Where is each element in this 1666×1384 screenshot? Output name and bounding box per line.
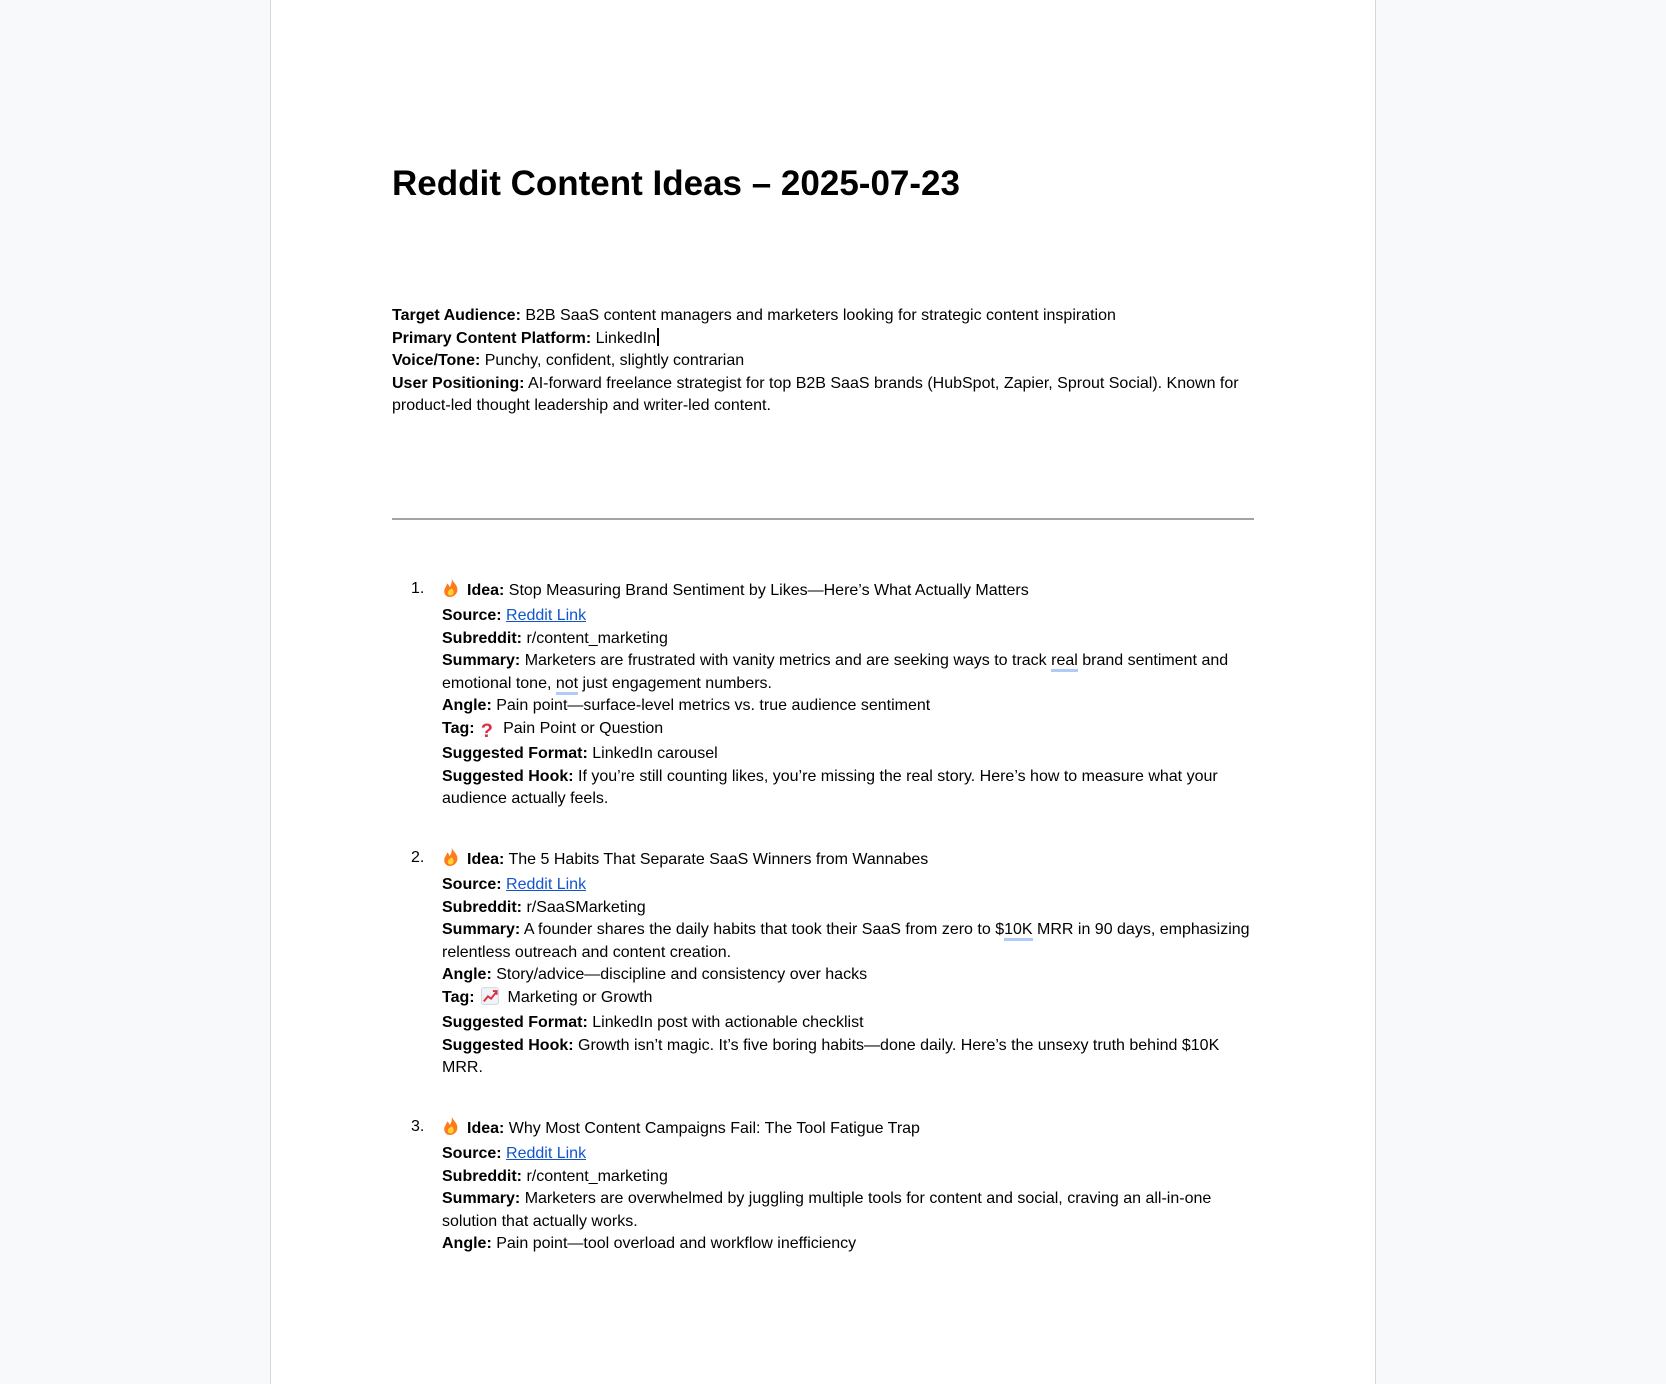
field-label: Subreddit:	[442, 629, 522, 647]
field-value: If you’re still counting likes, you’re missing the real story. Here’s how to measure what your audience actually feels.	[442, 767, 1218, 807]
field-label: Subreddit:	[442, 1167, 522, 1185]
field-label: Summary:	[442, 1190, 521, 1207]
idea-line	[442, 695, 1254, 718]
item-number: 2.	[411, 848, 425, 866]
idea-line	[442, 1188, 1254, 1233]
summary-text: Marketers are frustrated with vanity metrics and are seeking ways to track	[524, 652, 1052, 669]
question-icon: ?	[480, 720, 493, 742]
field-label: Idea:	[467, 581, 505, 599]
meta-label: Voice/Tone:	[392, 352, 481, 369]
idea-line	[442, 1035, 1254, 1080]
field-value: Pain point—surface-level metrics vs. true audience sentiment	[491, 697, 931, 714]
text-cursor	[657, 328, 659, 346]
idea-line	[442, 1143, 1254, 1166]
field-label: Idea:	[467, 850, 505, 868]
ideas-list	[392, 578, 1254, 1256]
grammar-suggestion[interactable]: 10K	[1004, 921, 1032, 941]
item-number: 3.	[411, 1117, 425, 1135]
field-value: LinkedIn post with actionable checklist	[587, 1014, 864, 1031]
field-label: Source:	[442, 876, 502, 893]
idea-line	[442, 1166, 1254, 1189]
field-label: Angle:	[442, 697, 492, 714]
idea-title: The 5 Habits That Separate SaaS Winners from Wannabes	[504, 850, 929, 868]
chart-increasing-icon	[481, 987, 499, 1013]
idea-line	[442, 718, 1254, 744]
idea-line	[442, 1012, 1254, 1035]
field-value: Growth isn’t magic. It’s five boring habits—done daily. Here’s the unsexy truth behind $10K MRR.	[442, 1036, 1220, 1076]
tag-value: Marketing or Growth	[503, 988, 653, 1006]
source-link[interactable]: Reddit Link	[506, 607, 587, 624]
field-label: Subreddit:	[442, 898, 522, 916]
meta-label: Target Audience:	[392, 307, 521, 324]
summary-text: Marketers are overwhelmed by juggling multiple tools for content and social, craving an all-in-one solution that actually works.	[442, 1190, 1212, 1230]
idea-item	[392, 1116, 1254, 1256]
idea-line	[442, 650, 1254, 695]
meta-line	[392, 305, 1254, 328]
field-value: r/SaaSMarketing	[522, 898, 646, 916]
source-link[interactable]: Reddit Link	[506, 876, 587, 893]
idea-line	[442, 987, 1254, 1013]
field-value: r/content_marketing	[522, 1167, 668, 1185]
field-label: Summary:	[442, 921, 521, 938]
field-label: Suggested Hook:	[442, 1036, 574, 1054]
summary-text: just engagement numbers.	[578, 674, 772, 692]
horizontal-rule	[392, 518, 1254, 520]
idea-title: Stop Measuring Brand Sentiment by Likes—Here’s What Actually Matters	[504, 581, 1029, 599]
item-number: 1.	[411, 579, 425, 597]
idea-line	[442, 874, 1254, 897]
idea-line	[442, 1233, 1254, 1256]
meta-line	[392, 350, 1254, 373]
field-value: LinkedIn carousel	[587, 745, 718, 762]
field-value: r/content_marketing	[522, 629, 668, 647]
idea-title: Why Most Content Campaigns Fail: The Tool Fatigue Trap	[504, 1119, 920, 1137]
page-title: Reddit Content Ideas – 2025-07-23	[392, 164, 960, 203]
meta-value: Punchy, confident, slightly contrarian	[480, 352, 745, 369]
source-link[interactable]: Reddit Link	[506, 1145, 587, 1162]
idea-line	[442, 897, 1254, 920]
meta-label: Primary Content Platform:	[392, 329, 592, 347]
field-value: Pain point—tool overload and workflow inefficiency	[491, 1235, 857, 1252]
idea-line	[442, 964, 1254, 987]
idea-item	[392, 847, 1254, 1080]
idea-line	[442, 766, 1254, 811]
grammar-suggestion[interactable]: real	[1051, 652, 1078, 672]
idea-item	[392, 578, 1254, 811]
field-label: Suggested Format:	[442, 745, 588, 762]
field-value: Story/advice—discipline and consistency over hacks	[491, 966, 868, 983]
meta-value: B2B SaaS content managers and marketers looking for strategic content inspiration	[520, 307, 1116, 324]
field-label: Tag:	[442, 988, 475, 1006]
meta-value: LinkedIn	[591, 329, 657, 347]
document-content	[392, 163, 1254, 1256]
field-label: Angle:	[442, 966, 492, 983]
document-page[interactable]	[270, 0, 1376, 1384]
field-label: Source:	[442, 607, 502, 624]
field-label: Suggested Format:	[442, 1014, 588, 1031]
meta-block	[392, 305, 1254, 418]
idea-line	[442, 628, 1254, 651]
idea-line	[442, 743, 1254, 766]
meta-value: AI-forward freelance strategist for top B2B SaaS brands (HubSpot, Zapier, Sprout Social). Known for product-led thought leadership and writer-led content.	[392, 374, 1239, 414]
field-label: Angle:	[442, 1235, 492, 1252]
fire-icon	[442, 847, 461, 875]
meta-label: User Positioning:	[392, 374, 525, 392]
summary-text: brand sentiment and emotional tone,	[442, 652, 1229, 692]
tag-value: Pain Point or Question	[498, 719, 664, 737]
field-label: Idea:	[467, 1119, 505, 1137]
summary-text: MRR in 90 days, emphasizing relentless outreach and content creation.	[442, 921, 1250, 961]
fire-icon	[442, 1116, 461, 1144]
summary-text: A founder shares the daily habits that took their SaaS from zero to $	[523, 921, 1005, 938]
field-label: Source:	[442, 1145, 502, 1162]
field-label: Summary:	[442, 652, 521, 669]
idea-line	[442, 605, 1254, 628]
fire-icon	[442, 578, 461, 606]
field-label: Suggested Hook:	[442, 767, 574, 785]
idea-line	[442, 847, 1254, 875]
idea-line	[442, 578, 1254, 606]
grammar-suggestion[interactable]: not	[556, 675, 578, 695]
idea-line	[442, 1116, 1254, 1144]
meta-line	[392, 328, 1254, 351]
idea-line	[442, 919, 1254, 964]
field-label: Tag:	[442, 719, 475, 737]
meta-line	[392, 373, 1254, 418]
